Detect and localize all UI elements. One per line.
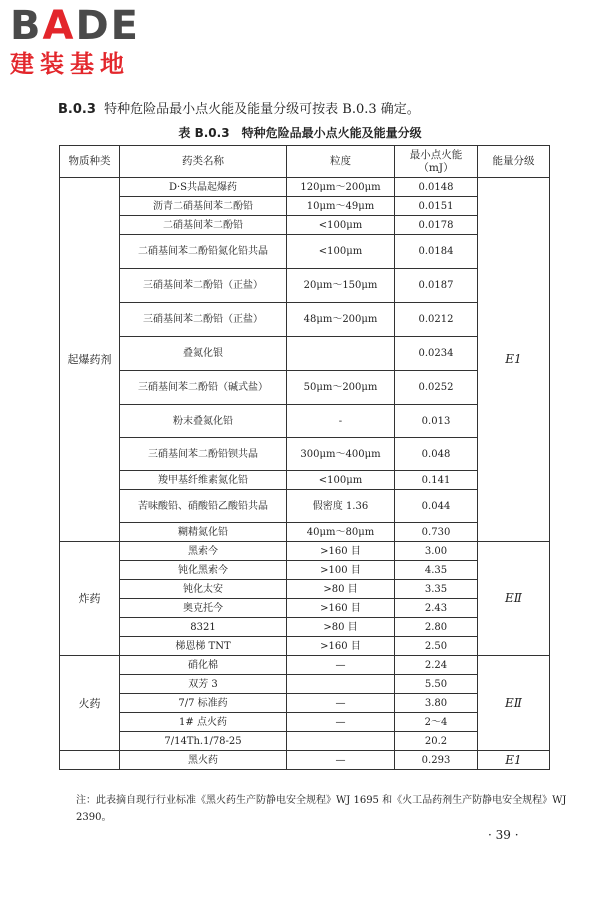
header-category: 物质种类 (60, 146, 120, 178)
category-cell: 起爆药剂 (60, 178, 120, 542)
name-cell: 三硝基间苯二酚铅钡共晶 (120, 438, 287, 471)
table-row (60, 405, 550, 438)
name-cell: 糊精氮化铅 (120, 523, 287, 542)
footnote: 注：此表摘自现行行业标准《黑火药生产防静电安全规程》WJ 1695 和《火工品药剂生产防静电安全规程》WJ 2390。 (76, 795, 567, 823)
name-cell: 硝化棉 (120, 656, 287, 675)
energy-cell: 0.0151 (395, 197, 478, 216)
energy-cell: 20.2 (395, 732, 478, 751)
level-cell: E1 (478, 751, 550, 770)
name-cell: 7/14Th.1/78-25 (120, 732, 287, 751)
header-granularity: 粒度 (287, 146, 395, 178)
logo-subtitle: 建装基地 (10, 50, 130, 78)
name-cell: 羧甲基纤维素氮化铅 (120, 471, 287, 490)
name-cell: 钝化黑索今 (120, 561, 287, 580)
table-row (60, 561, 550, 580)
table-row (60, 490, 550, 523)
name-cell: 钝化太安 (120, 580, 287, 599)
granularity-cell: — (287, 751, 395, 770)
granularity-cell: 20μm～150μm (287, 269, 395, 303)
table-row (60, 197, 550, 216)
name-cell: 二硝基间苯二酚铅 (120, 216, 287, 235)
name-cell: 苦味酸铅、硝酸铅乙酸铅共晶 (120, 490, 287, 523)
header-name: 药类名称 (120, 146, 287, 178)
table-row (60, 269, 550, 303)
name-cell: 梯恩梯 TNT (120, 637, 287, 656)
granularity-cell: 48μm～200μm (287, 303, 395, 337)
granularity-cell: <100μm (287, 216, 395, 235)
energy-cell: 2.24 (395, 656, 478, 675)
name-cell: 三硝基间苯二酚铅（正盐） (120, 269, 287, 303)
name-cell: 叠氮化银 (120, 337, 287, 371)
energy-cell: 0.141 (395, 471, 478, 490)
logo (10, 4, 140, 78)
energy-cell: 0.0252 (395, 371, 478, 405)
granularity-cell (287, 675, 395, 694)
table-row (60, 471, 550, 490)
clause-number: B.0.3 (58, 102, 96, 117)
energy-cell: 0.730 (395, 523, 478, 542)
granularity-cell: <100μm (287, 235, 395, 269)
granularity-cell: >160 目 (287, 599, 395, 618)
table-row (60, 337, 550, 371)
energy-cell: 0.044 (395, 490, 478, 523)
name-cell: 7/7 标准药 (120, 694, 287, 713)
category-cell (60, 751, 120, 770)
granularity-cell: 300μm～400μm (287, 438, 395, 471)
name-cell: D·S共晶起爆药 (120, 178, 287, 197)
granularity-cell: — (287, 713, 395, 732)
energy-cell: 5.50 (395, 675, 478, 694)
granularity-cell: 假密度 1.36 (287, 490, 395, 523)
energy-table (59, 145, 550, 770)
level-cell: E1 (478, 178, 550, 542)
energy-cell: 3.35 (395, 580, 478, 599)
page-number: · 39 · (488, 828, 519, 842)
energy-cell: 3.80 (395, 694, 478, 713)
table-row (60, 235, 550, 269)
energy-cell: 2～4 (395, 713, 478, 732)
header-row (60, 146, 550, 178)
table-row (60, 216, 550, 235)
energy-cell: 2.50 (395, 637, 478, 656)
table-row (60, 732, 550, 751)
energy-cell: 0.0234 (395, 337, 478, 371)
category-cell: 火药 (60, 656, 120, 751)
table-title: 表 B.0.3 特种危险品最小点火能及能量分级 (178, 126, 422, 140)
name-cell: 粉末叠氮化铅 (120, 405, 287, 438)
energy-cell: 0.293 (395, 751, 478, 770)
name-cell: 黑索今 (120, 542, 287, 561)
table-row (60, 542, 550, 561)
granularity-cell: — (287, 694, 395, 713)
name-cell: 8321 (120, 618, 287, 637)
name-cell: 1# 点火药 (120, 713, 287, 732)
name-cell: 奥克托今 (120, 599, 287, 618)
table-row (60, 656, 550, 675)
energy-cell: 0.0212 (395, 303, 478, 337)
granularity-cell (287, 337, 395, 371)
granularity-cell: 10μm～49μm (287, 197, 395, 216)
energy-cell: 0.048 (395, 438, 478, 471)
name-cell: 三硝基间苯二酚铅（正盐） (120, 303, 287, 337)
granularity-cell: 50μm～200μm (287, 371, 395, 405)
energy-cell: 0.0187 (395, 269, 478, 303)
table-row (60, 694, 550, 713)
header-level: 能量分级 (478, 146, 550, 178)
energy-cell: 0.013 (395, 405, 478, 438)
granularity-cell: >160 目 (287, 637, 395, 656)
clause-text: 特种危险品最小点火能及能量分级可按表 B.0.3 确定。 (104, 102, 420, 117)
energy-cell: 4.35 (395, 561, 478, 580)
granularity-cell: >160 目 (287, 542, 395, 561)
level-cell: EⅡ (478, 656, 550, 751)
granularity-cell: >80 目 (287, 580, 395, 599)
table-row (60, 303, 550, 337)
granularity-cell: — (287, 656, 395, 675)
granularity-cell (287, 732, 395, 751)
energy-cell: 0.0148 (395, 178, 478, 197)
granularity-cell: >100 目 (287, 561, 395, 580)
table-row (60, 580, 550, 599)
granularity-cell: 120μm～200μm (287, 178, 395, 197)
granularity-cell: 40μm～80μm (287, 523, 395, 542)
name-cell: 三硝基间苯二酚铅（碱式盐） (120, 371, 287, 405)
energy-cell: 0.0184 (395, 235, 478, 269)
category-cell: 炸药 (60, 542, 120, 656)
granularity-cell: >80 目 (287, 618, 395, 637)
granularity-cell: <100μm (287, 471, 395, 490)
logo-wordmark: BADE (10, 3, 140, 49)
table-row (60, 178, 550, 197)
level-cell: EⅡ (478, 542, 550, 656)
table-row (60, 438, 550, 471)
header-energy: 最小点火能（mJ） (395, 146, 478, 178)
name-cell: 黑火药 (120, 751, 287, 770)
granularity-cell: - (287, 405, 395, 438)
name-cell: 沥青二硝基间苯二酚铅 (120, 197, 287, 216)
energy-cell: 2.80 (395, 618, 478, 637)
energy-cell: 3.00 (395, 542, 478, 561)
energy-cell: 0.0178 (395, 216, 478, 235)
table-row (60, 371, 550, 405)
intro-paragraph (58, 101, 588, 119)
table-row (60, 751, 550, 770)
energy-cell: 2.43 (395, 599, 478, 618)
table-row (60, 637, 550, 656)
name-cell: 二硝基间苯二酚铅氮化铅共晶 (120, 235, 287, 269)
table-row (60, 599, 550, 618)
table-row (60, 523, 550, 542)
table-row (60, 675, 550, 694)
name-cell: 双芳 3 (120, 675, 287, 694)
table-row (60, 713, 550, 732)
table-row (60, 618, 550, 637)
